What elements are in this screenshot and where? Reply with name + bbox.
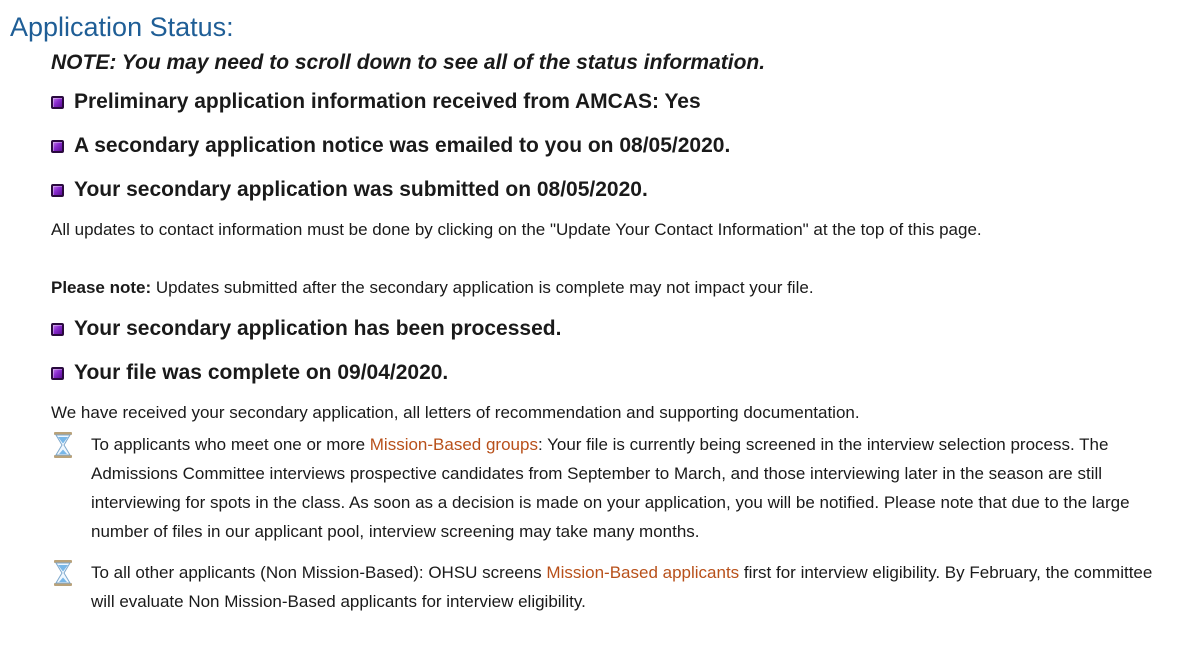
- purple-square-bullet-icon: [51, 367, 64, 380]
- status-item-text: Preliminary application information received from AMCAS: Yes: [74, 90, 701, 113]
- hourglass-text-suffix: first for interview eligibility. By February, the committee will evaluate Non Mission-Based applicants for interview eligibility.: [91, 563, 1153, 611]
- hourglass-item: [51, 430, 1171, 546]
- hourglass-item-text: [91, 558, 1171, 616]
- please-note-text: [51, 277, 1171, 299]
- status-item: [51, 351, 1171, 395]
- hourglass-item: [51, 558, 1171, 616]
- please-note-body: Updates submitted after the secondary application is complete may not impact your file.: [151, 278, 814, 297]
- please-note-label: Please note:: [51, 278, 152, 297]
- received-text: We have received your secondary application, all letters of recommendation and supporting documentation.: [51, 403, 860, 422]
- mission-based-applicants-link[interactable]: Mission-Based applicants: [546, 563, 740, 582]
- status-item-text: A secondary application notice was emailed to you on 08/05/2020.: [74, 134, 731, 157]
- purple-square-bullet-icon: [51, 184, 64, 197]
- status-item-text: Your file was complete on 09/04/2020.: [74, 361, 449, 384]
- hourglass-icon: [51, 559, 75, 587]
- hourglass-text-suffix: : Your file is currently being screened in the interview selection process. The Admissions Committee interviews prospective candidates from September to March, and those interviewing later in the season are still interviewing for spots in the class. As soon as a decision is made on your application, you will be notified. Please note that due to the large number of files in our applicant pool, interview screening may take many months.: [91, 435, 1130, 541]
- hourglass-text-prefix: To applicants who meet one or more: [91, 435, 370, 454]
- status-item: [51, 307, 1171, 351]
- purple-square-bullet-icon: [51, 96, 64, 109]
- hourglass-item-text: [91, 430, 1171, 546]
- purple-square-bullet-icon: [51, 140, 64, 153]
- status-item: [51, 168, 1171, 212]
- status-item-text: Your secondary application was submitted on 08/05/2020.: [74, 178, 648, 201]
- contact-info-text: All updates to contact information must be done by clicking on the "Update Your Contact Information" at the top of this page.: [51, 220, 982, 239]
- hourglass-text-prefix: To all other applicants (Non Mission-Based): OHSU screens: [91, 563, 547, 582]
- purple-square-bullet-icon: [51, 323, 64, 336]
- status-item: [51, 124, 1171, 168]
- page-title: Application Status:: [10, 12, 234, 42]
- status-item-text: Your secondary application has been processed.: [74, 317, 562, 340]
- hourglass-icon: [51, 431, 75, 459]
- status-item: [51, 80, 1171, 124]
- mission-based-groups-link[interactable]: Mission-Based groups: [369, 435, 538, 454]
- scroll-note: NOTE: You may need to scroll down to see all of the status information.: [51, 51, 766, 74]
- status-content: [51, 48, 1171, 616]
